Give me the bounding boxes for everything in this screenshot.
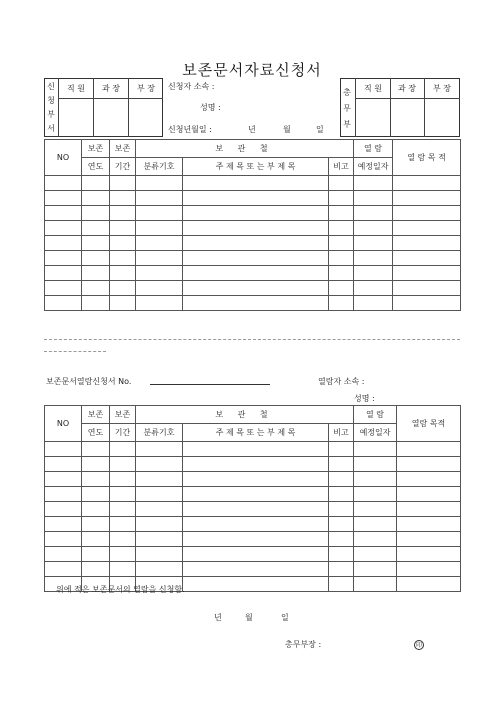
table-cell[interactable] (397, 442, 461, 457)
table-cell[interactable] (82, 487, 110, 502)
table-cell[interactable] (110, 266, 136, 281)
table-cell[interactable] (354, 191, 393, 206)
table-cell[interactable] (82, 221, 110, 236)
table-row (45, 266, 461, 281)
date-year-unit: 년 (248, 125, 256, 134)
table-cell[interactable] (82, 236, 110, 251)
table-cell[interactable] (329, 296, 354, 311)
header-subject: 주 제 목 또 는 부 제 목 (183, 158, 329, 176)
table-cell[interactable] (183, 457, 329, 472)
table-cell[interactable] (183, 487, 329, 502)
table-row (45, 176, 461, 191)
applicant-name-label: 성명 : (200, 103, 221, 112)
table-cell[interactable] (82, 206, 110, 221)
table-cell[interactable] (183, 532, 329, 547)
table-cell[interactable] (45, 487, 82, 502)
table-cell[interactable] (45, 472, 82, 487)
table-cell[interactable] (329, 547, 354, 562)
header-note: 비고 (329, 424, 354, 442)
header-read-top: 열 람 (354, 406, 397, 424)
table-cell[interactable] (354, 472, 397, 487)
table-cell[interactable] (136, 206, 183, 221)
table-cell[interactable] (45, 457, 82, 472)
table-cell[interactable] (354, 206, 393, 221)
table-cell[interactable] (82, 281, 110, 296)
table-cell[interactable] (82, 472, 110, 487)
table-cell[interactable] (329, 251, 354, 266)
table-cell[interactable] (136, 176, 183, 191)
header-period-bottom: 기간 (110, 158, 136, 176)
approval-header-dept-head: 부 장 (137, 84, 155, 93)
admin-header-staff: 직 원 (364, 84, 382, 93)
header-purpose: 열람 목적 (397, 406, 461, 442)
table-cell[interactable] (136, 281, 183, 296)
table-cell[interactable] (45, 206, 82, 221)
table-cell[interactable] (354, 562, 397, 577)
table-cell[interactable] (397, 532, 461, 547)
table-cell[interactable] (183, 442, 329, 457)
table-cell[interactable] (136, 266, 183, 281)
table-cell[interactable] (329, 502, 354, 517)
header-archive: 보 관 철 (136, 140, 354, 158)
table-row (45, 562, 461, 577)
table-cell[interactable] (136, 221, 183, 236)
table-cell[interactable] (110, 487, 136, 502)
header-class-code: 분류기호 (136, 424, 183, 442)
table-cell[interactable] (393, 236, 461, 251)
table-cell[interactable] (110, 296, 136, 311)
admin-header-dept-head: 부 장 (433, 84, 451, 93)
table-cell[interactable] (45, 176, 82, 191)
table-cell[interactable] (136, 472, 183, 487)
table-cell[interactable] (183, 251, 329, 266)
approval-header-staff: 직 원 (67, 84, 85, 93)
table-cell[interactable] (82, 517, 110, 532)
table-cell[interactable] (354, 236, 393, 251)
table-cell[interactable] (329, 176, 354, 191)
table-cell[interactable] (110, 221, 136, 236)
table-cell[interactable] (329, 281, 354, 296)
table-cell[interactable] (45, 547, 82, 562)
footer-month-unit: 월 (245, 613, 253, 622)
table-cell[interactable] (393, 206, 461, 221)
reader-affiliation-label: 열람자 소속 : (318, 377, 365, 386)
table-cell[interactable] (183, 562, 329, 577)
table-cell[interactable] (397, 547, 461, 562)
table-cell[interactable] (136, 191, 183, 206)
table-row (45, 251, 461, 266)
footer-year-unit: 년 (214, 613, 222, 622)
header-year-top: 보존 (82, 140, 110, 158)
admin-header-section-chief: 과 장 (398, 84, 416, 93)
table-cell[interactable] (136, 296, 183, 311)
cut-line-tail (44, 351, 106, 352)
table-cell[interactable] (45, 191, 82, 206)
table-row (45, 191, 461, 206)
table-cell[interactable] (45, 517, 82, 532)
header-read-bottom: 예정일자 (354, 424, 397, 442)
table-row (45, 236, 461, 251)
table-cell[interactable] (136, 532, 183, 547)
table-cell[interactable] (136, 236, 183, 251)
table-cell[interactable] (136, 502, 183, 517)
table-cell[interactable] (354, 517, 397, 532)
header-period-top: 보존 (110, 406, 136, 424)
table-cell[interactable] (329, 206, 354, 221)
table-cell[interactable] (45, 266, 82, 281)
header-read-bottom: 예정일자 (354, 158, 393, 176)
table-cell[interactable] (45, 562, 82, 577)
header-year-bottom: 연도 (82, 158, 110, 176)
reading-table (44, 405, 461, 592)
table-cell[interactable] (354, 251, 393, 266)
table-cell[interactable] (354, 577, 397, 592)
table-cell[interactable] (82, 266, 110, 281)
table-cell[interactable] (110, 442, 136, 457)
table-cell[interactable] (329, 577, 354, 592)
table-row (45, 457, 461, 472)
table-cell[interactable] (45, 221, 82, 236)
table-cell[interactable] (397, 487, 461, 502)
table-cell[interactable] (354, 442, 397, 457)
date-day-unit: 일 (316, 125, 324, 134)
table-cell[interactable] (45, 251, 82, 266)
table-row (45, 296, 461, 311)
table-cell[interactable] (329, 191, 354, 206)
table-cell[interactable] (354, 221, 393, 236)
table-row (45, 281, 461, 296)
header-note: 비고 (329, 158, 354, 176)
table-cell[interactable] (45, 532, 82, 547)
table-cell[interactable] (136, 442, 183, 457)
table-cell[interactable] (110, 532, 136, 547)
table-cell[interactable] (110, 517, 136, 532)
table-cell[interactable] (354, 281, 393, 296)
header-subject: 주 제 목 또 는 부 제 목 (183, 424, 329, 442)
table-cell[interactable] (329, 532, 354, 547)
table-cell[interactable] (45, 502, 82, 517)
table-cell[interactable] (397, 472, 461, 487)
table-cell[interactable] (183, 281, 329, 296)
table-cell[interactable] (397, 577, 461, 592)
table-cell[interactable] (397, 502, 461, 517)
table-cell[interactable] (329, 266, 354, 281)
request-statement: 위에 적은 보존문서의 열람을 신청함. (56, 585, 185, 594)
table-cell[interactable] (329, 457, 354, 472)
header-purpose: 열 람 목 적 (393, 140, 461, 176)
table-cell[interactable] (110, 562, 136, 577)
header-year-bottom: 연도 (82, 424, 110, 442)
table-cell[interactable] (329, 472, 354, 487)
header-period-top: 보존 (110, 140, 136, 158)
date-month-unit: 월 (283, 125, 291, 134)
table-cell[interactable] (82, 251, 110, 266)
request-table (44, 139, 461, 311)
table-cell[interactable] (393, 266, 461, 281)
table-cell[interactable] (183, 296, 329, 311)
header-archive: 보 관 철 (136, 406, 354, 424)
table-cell[interactable] (329, 562, 354, 577)
table-row (45, 487, 461, 502)
table-cell[interactable] (354, 502, 397, 517)
table-cell[interactable] (183, 206, 329, 221)
table-cell[interactable] (82, 296, 110, 311)
table-cell[interactable] (110, 472, 136, 487)
cut-line (44, 339, 460, 340)
table-cell[interactable] (354, 532, 397, 547)
table-cell[interactable] (136, 562, 183, 577)
table-cell[interactable] (393, 296, 461, 311)
table-cell[interactable] (110, 236, 136, 251)
application-date-label: 신청년월일 : (168, 125, 212, 134)
table-cell[interactable] (183, 236, 329, 251)
table-cell[interactable] (393, 191, 461, 206)
table-row (45, 517, 461, 532)
header-no: NO (45, 406, 82, 442)
table-cell[interactable] (136, 251, 183, 266)
table-cell[interactable] (82, 442, 110, 457)
table-cell[interactable] (183, 266, 329, 281)
table-cell[interactable] (183, 502, 329, 517)
reading-request-label: 보존문서열람신청서 No. (46, 377, 132, 386)
signer-label: 총무부장 : (285, 640, 322, 649)
table-cell[interactable] (329, 517, 354, 532)
table-cell[interactable] (136, 517, 183, 532)
table-cell[interactable] (136, 457, 183, 472)
table-cell[interactable] (397, 562, 461, 577)
table-row (45, 502, 461, 517)
table-cell[interactable] (354, 266, 393, 281)
table-cell[interactable] (329, 442, 354, 457)
table-cell[interactable] (82, 532, 110, 547)
table-cell[interactable] (329, 236, 354, 251)
table-cell[interactable] (393, 221, 461, 236)
table-cell[interactable] (393, 176, 461, 191)
table-cell[interactable] (110, 547, 136, 562)
table-cell[interactable] (82, 191, 110, 206)
table-cell[interactable] (183, 517, 329, 532)
table-cell[interactable] (82, 502, 110, 517)
table-row (45, 206, 461, 221)
table-cell[interactable] (136, 547, 183, 562)
table-cell[interactable] (110, 176, 136, 191)
table-cell[interactable] (45, 442, 82, 457)
reading-request-number-line (150, 384, 270, 385)
table-row (45, 442, 461, 457)
table-row (45, 547, 461, 562)
table-cell[interactable] (110, 206, 136, 221)
reader-name-label: 성명 : (354, 394, 375, 403)
table-cell[interactable] (110, 191, 136, 206)
table-cell[interactable] (183, 577, 329, 592)
table-cell[interactable] (183, 191, 329, 206)
seal-mark: 印 (415, 642, 422, 649)
table-cell[interactable] (354, 176, 393, 191)
table-cell[interactable] (397, 457, 461, 472)
table-row (45, 472, 461, 487)
table-cell[interactable] (354, 547, 397, 562)
table-cell[interactable] (354, 487, 397, 502)
table-cell[interactable] (110, 457, 136, 472)
table-cell[interactable] (329, 487, 354, 502)
table-cell[interactable] (110, 281, 136, 296)
table-cell[interactable] (393, 281, 461, 296)
header-class-code: 분류기호 (136, 158, 183, 176)
table-cell[interactable] (82, 457, 110, 472)
approval-header-section-chief: 과 장 (102, 84, 120, 93)
table-row (45, 532, 461, 547)
table-cell[interactable] (82, 562, 110, 577)
applicant-affiliation-label: 신청자 소속 : (168, 82, 215, 91)
table-cell[interactable] (329, 221, 354, 236)
form-title: 보존문서자료신청서 (182, 61, 322, 79)
table-cell[interactable] (183, 472, 329, 487)
table-cell[interactable] (354, 457, 397, 472)
table-cell[interactable] (45, 236, 82, 251)
table-cell[interactable] (397, 517, 461, 532)
table-cell[interactable] (110, 251, 136, 266)
footer-day-unit: 일 (281, 613, 289, 622)
table-cell[interactable] (393, 251, 461, 266)
table-cell[interactable] (136, 487, 183, 502)
header-year-top: 보존 (82, 406, 110, 424)
table-cell[interactable] (183, 547, 329, 562)
table-cell[interactable] (110, 502, 136, 517)
header-read-top: 열 람 (354, 140, 393, 158)
table-cell[interactable] (354, 296, 393, 311)
header-no: NO (45, 140, 82, 176)
table-cell[interactable] (82, 547, 110, 562)
table-cell[interactable] (82, 176, 110, 191)
table-cell[interactable] (183, 176, 329, 191)
table-cell[interactable] (45, 281, 82, 296)
table-cell[interactable] (45, 296, 82, 311)
header-period-bottom: 기간 (110, 424, 136, 442)
table-cell[interactable] (183, 221, 329, 236)
table-row (45, 221, 461, 236)
